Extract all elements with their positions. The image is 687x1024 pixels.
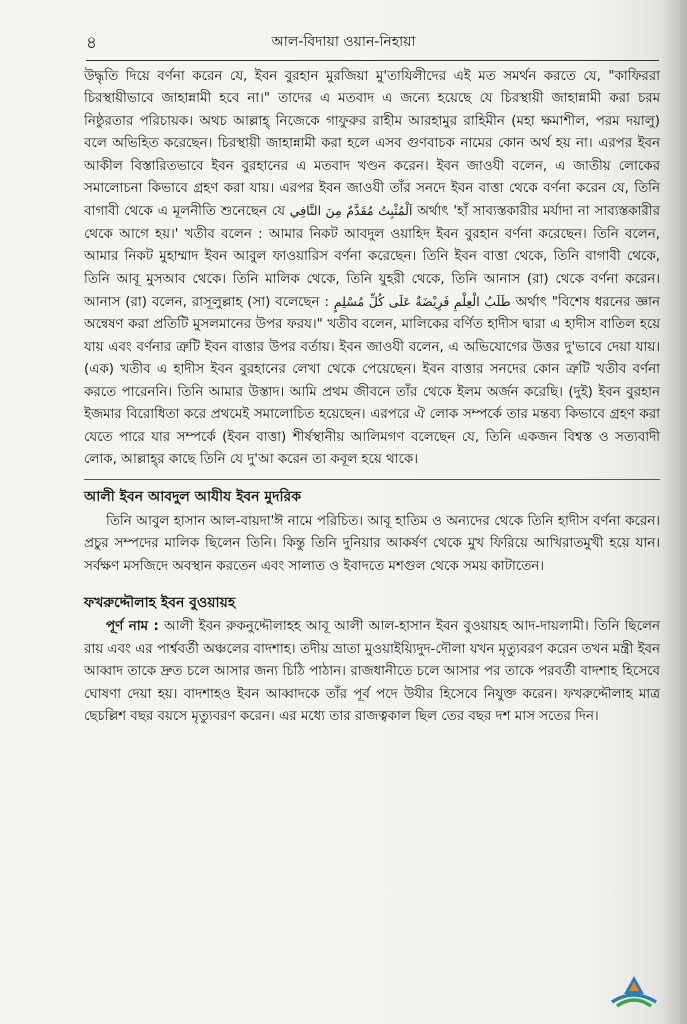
paragraph-ibn-burhan xyxy=(84,66,660,471)
publisher-logo-icon xyxy=(608,972,660,1012)
section-heading-ali-ibn-abdul-aziz: আলী ইবন আবদুল আযীয ইবন মুদরিক xyxy=(84,489,302,506)
running-title: আল-বিদায়া ওয়ান-নিহায়া xyxy=(271,34,416,50)
full-name-label: পূর্ণ নাম : xyxy=(106,619,159,635)
section-body-ali-ibn-abdul-aziz: তিনি আবুল হাসান আল-বায়দা'ঈ নামে পরিচিত। আবূ হাতিম ও অন্যদের থেকে তিনি হাদীস বর্ণনা করেন। প্রচুর সম্পদের মালিক ছিলেন তিনি। কিন্তু তিনি দুনিয়ার আকর্ষণ থেকে মুখ ফিরিয়ে আখিরাতমুখী হয়ে যান। সর্বক্ষণ মসজিদে অবস্থান করতেন এবং সালাত ও ইবাদতে মশগুল থেকে সময় কাটাতেন। xyxy=(84,513,660,574)
arabic-hadith-quote: طَلَبُ الْعِلْمِ فَرِيْضَةٌ عَلَى كُلِّ مُسْلِمٍ xyxy=(333,294,511,310)
full-name-text: আলী ইবন রুকনুদ্দৌলাহহ আবূ আলী আল-হাসান ইবন বুওয়ায়হ আদ-দায়লামী। তিনি ছিলেন রায় এবং এর পার্শ্ববর্তী অঞ্চলের বাদশাহ। তদীয় ভ্রাতা মুওয়াইয়্যিদুদ-দৌলা যখন মৃত্যুবরণ করেন তখন মন্ত্রী ইবন আব্বাদ তাকে দ্রুত চলে আসার জন্য চিঠি পাঠান। রাজধানীতে চলে আসার পর তাকে পরবর্তী বাদশাহ হিসেবে ঘোষণা দেয়া হয়। বাদশাহও ইবন আব্বাদকে তাঁর পূর্ব পদে উযীর হিসেবে নিযুক্ত করেন। ফখরুদ্দৌলাহ মাত্র ছেচল্লিশ বছর বয়সে মৃত্যুবরণ করেন। এর মধ্যে তার রাজত্বকাল ছিল তের বছর দশ মাস সতের দিন। xyxy=(84,619,660,724)
section-body-fakhruddaulah xyxy=(84,616,660,728)
paragraph-text: অর্থাৎ "বিশেষ ধরনের জ্ঞান অন্বেষণ করা প্রতিটি মুসলমানের উপর ফরয।" খতীব বলেন, মালিকের বর্ণিত হাদীস দ্বারা এ হাদীস বাতিল হয়ে যায় এবং বর্ণনার ত্রুটি ইবন বাত্তার উপর বর্তায়। ইবন জাওযী বলেন, এ অভিযোগের উত্তর দু'ভাবে দেয়া যায়। (এক) খতীব এ হাদীস ইবন বুরহানের লেখা থেকে পেয়েছেন। ইবন বাত্তার সনদের কোন ত্রুটি খতীব বর্ণনা করতে পারেননি। তিনি আমার উস্তাদ। আমি প্রথম জীবনে তাঁর থেকে ইলম অর্জন করেছি। (দুই) ইবন বুরহান ইজমার বিরোধিতা করে প্রথমেই সমালোচিত হয়েছেন। এরপরে ঐ লোক সম্পর্কে তার মন্তব্য কিভাবে গ্রহণ করা যেতে পারে যার সম্পর্কে (ইবন বাত্তা) শীর্ষস্থানীয় আলিমগণ বলেছেন যে, তিনি একজন বিশ্বস্ত ও সত্যবাদী লোক, আল্লাহ্‌র কাছে তিনি যে দু'আ করেন তা কবূল হয়ে থাকে। xyxy=(84,295,660,467)
section-divider xyxy=(84,479,660,480)
header-rule xyxy=(86,60,659,61)
paragraph-text: অর্থাৎ 'হাঁ সাব্যস্তকারীর মর্যাদা না সাব্যস্তকারীর থেকে আগে হয়।' খতীব বলেন : আমার নিকট আবদুল ওয়াহিদ ইবন বুরহান বর্ণনা করেছেন। তিনি বলেন, আমার নিকট মুহাম্মাদ ইবন আবুল ফাওয়ারিস বর্ণনা করেছেন। তিনি ইবন বাত্তা থেকে, তিনি বাগাবী থেকে, তিনি আবূ মুসআব থেকে। তিনি মালিক থেকে, তিনি যুহরী থেকে, তিনি আনাস (রা) থেকে বর্ণনা করেন। আনাস (রা) বলেন, রাসূলুল্লাহ (সা) বলেছেন : xyxy=(84,204,660,311)
logo-arc-green xyxy=(617,1000,651,1006)
page-header xyxy=(0,30,687,56)
arabic-quote-1: اَلْمُثْبِتُ مُقَدَّمٌ مِنَ النَّافِي xyxy=(289,203,413,219)
paragraph-text: উদ্ধৃতি দিয়ে বর্ণনা করেন যে, ইবন বুরহান মুরজিয়া মু'তাযিলীদের এই মত সমর্থন করতে যে, "কাফিররা চিরস্থায়ীভাবে জাহান্নামী হবে না।" তাদের এ মতবাদ এ জন্যে হয়েছে যে চিরস্থায়ী জাহান্নামী করা চরম নিষ্ঠুরতার পরিচায়ক। অথচ আল্লাহ্ নিজেকে গাফুরুর রাহীম আরহামুর রাহিমীন (মহা ক্ষমাশীল, পরম দয়ালু) বলে অভিহিত করেছেন। চিরস্থায়ী জাহান্নামী করা হলে এসব গুণবাচক নামের কোন অর্থ হয় না। এরপর ইবন আকীল বিস্তারিতভাবে ইবন বুরহানের এ মতবাদ খণ্ডন করেন। ইবন জাওযী বলেন, এ জাতীয় লোকের সমালোচনা কিভাবে গ্রহণ করা যায়। এরপর ইবন জাওযী তাঁর সনদে ইবন বাত্তা থেকে বর্ণনা করেন যে, তিনি বাগাবী থেকে এ মূলনীতি শুনেছেন যে xyxy=(84,69,660,220)
page-edge-shadow xyxy=(661,0,687,1024)
page-number: ৪ xyxy=(86,33,98,53)
section-heading-fakhruddaulah: ফখরুদ্দৌলাহ ইবন বুওয়ায়হ xyxy=(84,594,236,611)
page-content xyxy=(84,66,660,728)
